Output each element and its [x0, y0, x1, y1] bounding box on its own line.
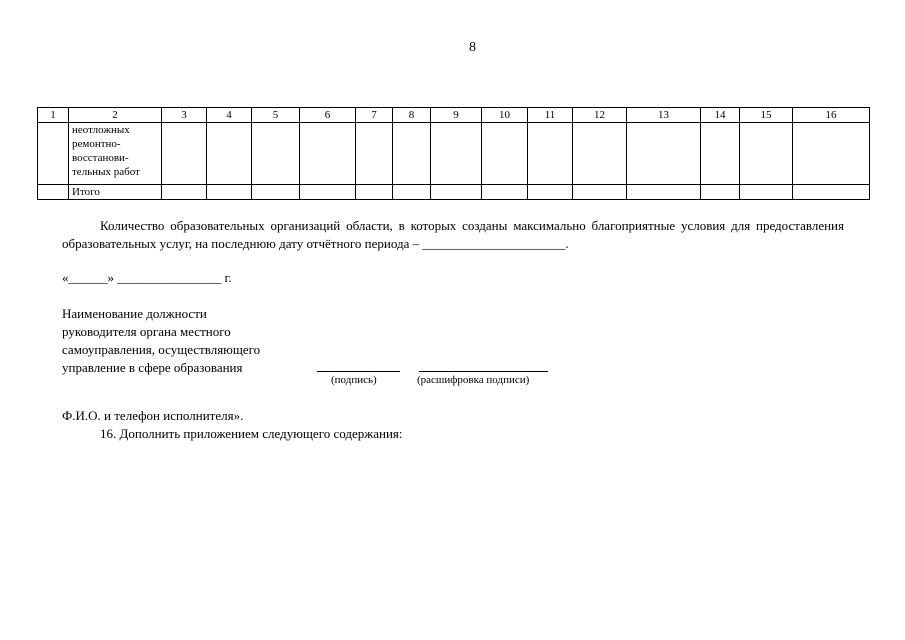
table-cell: [793, 123, 870, 185]
table-cell: [793, 185, 870, 200]
row-label-line: неотложных: [72, 124, 130, 136]
signature-decoding-caption: (расшифровка подписи): [417, 374, 530, 386]
table-cell: [482, 123, 528, 185]
table-cell: [300, 185, 356, 200]
table-cell: [573, 185, 627, 200]
table-cell: [38, 123, 69, 185]
table-cell: [482, 185, 528, 200]
position-line: управление в сфере образования: [62, 360, 243, 375]
column-header: 6: [300, 108, 356, 123]
column-header: 16: [793, 108, 870, 123]
table-cell: [252, 123, 300, 185]
column-header: 15: [740, 108, 793, 123]
table-cell: [740, 123, 793, 185]
column-header: 12: [573, 108, 627, 123]
column-header: 10: [482, 108, 528, 123]
table-cell: [431, 123, 482, 185]
signature-decoding-line: [419, 371, 548, 372]
table-cell: [573, 123, 627, 185]
report-table: [37, 107, 870, 200]
table-cell: [740, 185, 793, 200]
table-cell: [627, 185, 701, 200]
table-cell: [252, 185, 300, 200]
table-cell: [701, 185, 740, 200]
table-cell: [300, 123, 356, 185]
column-header: 5: [252, 108, 300, 123]
column-header: 1: [38, 108, 69, 123]
row-label-line: восстанови-: [72, 152, 129, 164]
signature-line: [317, 371, 400, 372]
column-header: 11: [528, 108, 573, 123]
column-header: 14: [701, 108, 740, 123]
position-line: руководителя органа местного: [62, 324, 231, 339]
column-header: 7: [356, 108, 393, 123]
table-cell: [627, 123, 701, 185]
table-cell: [207, 185, 252, 200]
column-header: 8: [393, 108, 431, 123]
position-title-block: [62, 305, 260, 377]
table-cell: [356, 185, 393, 200]
executor-line: Ф.И.О. и телефон исполнителя».: [62, 408, 244, 423]
table-cell: [528, 185, 573, 200]
column-header: 3: [162, 108, 207, 123]
table-header-row: [38, 108, 870, 123]
column-header: 9: [431, 108, 482, 123]
table-cell: [701, 123, 740, 185]
row-label-line: ремонтно-: [72, 138, 121, 150]
table-cell: [162, 185, 207, 200]
column-header: 4: [207, 108, 252, 123]
date-line: «______» ________________ г.: [62, 270, 232, 285]
row-label-urgent-repairs: [69, 123, 162, 185]
row-label-line: тельных работ: [72, 166, 140, 178]
column-header: 2: [69, 108, 162, 123]
table-cell: [38, 185, 69, 200]
table-cell: [528, 123, 573, 185]
table-row: [38, 123, 870, 185]
table-cell: [393, 185, 431, 200]
row-label-total: Итого: [69, 185, 162, 200]
position-line: самоуправления, осуществляющего: [62, 342, 261, 357]
table-cell: [207, 123, 252, 185]
signature-caption: (подпись): [331, 374, 377, 386]
table-row-total: [38, 185, 870, 200]
table-cell: [162, 123, 207, 185]
table-cell: [356, 123, 393, 185]
organizations-count-paragraph: Количество образовательных организаций области, в которых созданы максимально благоприятные условия для предоставления образовательных услуг, на последнюю дату отчётного периода – ______________________.: [62, 218, 844, 251]
page-number: 8: [469, 40, 476, 55]
table-cell: [431, 185, 482, 200]
position-line: Наименование должности: [62, 306, 207, 321]
column-header: 13: [627, 108, 701, 123]
table-cell: [393, 123, 431, 185]
addition-line: 16. Дополнить приложением следующего содержания:: [100, 426, 403, 441]
